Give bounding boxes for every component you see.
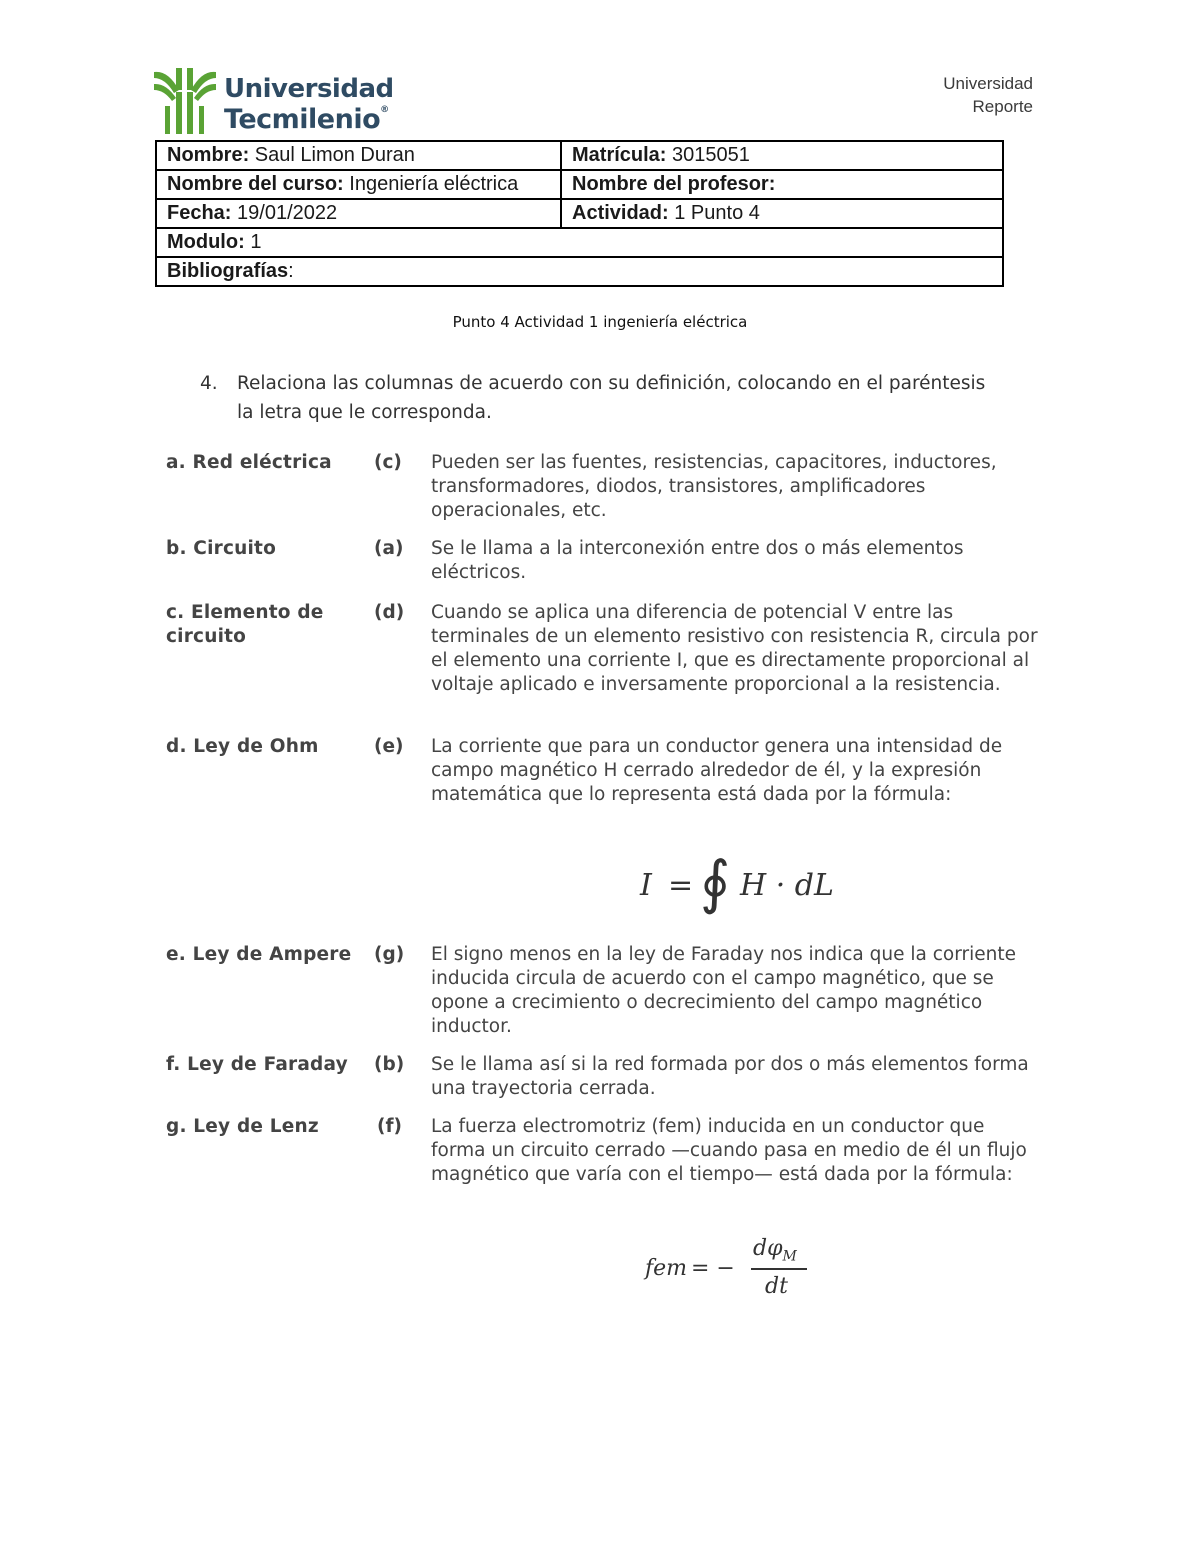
formula-fem (645, 1236, 825, 1302)
formula-ampere-rhs: H · dL (740, 868, 834, 903)
modulo-label: Modulo: (167, 231, 245, 253)
logo-line2: Tecmilenio (224, 104, 381, 135)
row-term: d. Ley de Ohm (166, 736, 319, 757)
modulo-value: 1 (250, 231, 262, 253)
header-right-line1: Universidad (943, 74, 1033, 93)
student-info-table (155, 140, 1004, 287)
matricula-label: Matrícula: (572, 144, 667, 166)
formula-fem-num: dφ (753, 1236, 783, 1261)
logo-line1: Universidad (224, 74, 394, 104)
registered-icon: ® (380, 105, 389, 115)
question-text: Relaciona las columnas de acuerdo con su definición, colocando en el paréntesis la letra que le corresponda. (237, 373, 986, 423)
formula-fem-sub: M (782, 1248, 797, 1265)
curso-value: Ingeniería eléctrica (349, 173, 519, 195)
question-4 (200, 369, 1000, 427)
row-term: e. Ley de Ampere (166, 944, 352, 965)
integral-icon: ∮ (700, 848, 731, 916)
row-definition: Cuando se aplica una diferencia de potencial V entre las terminales de un elemento resistivo con resistencia R, circula por el elemento una corriente I, que es directamente proporcional al voltaje aplicado e inversamente proporcional a la resistencia. (431, 602, 1038, 695)
row-definition: Se le llama a la interconexión entre dos o más elementos eléctricos. (431, 538, 964, 583)
nombre-value: Saul Limon Duran (254, 144, 415, 166)
tecmilenio-tree-icon (152, 66, 218, 136)
profesor-cell (561, 170, 1003, 199)
row-answer: (b) (374, 1054, 405, 1075)
fecha-cell (156, 199, 561, 228)
actividad-value: 1 Punto 4 (674, 202, 760, 224)
row-definition: El signo menos en la ley de Faraday nos indica que la corriente inducida circula de acuerdo con el campo magnético, que se opone a crecimiento o decrecimiento del campo magnético inductor. (431, 944, 1016, 1037)
actividad-cell (561, 199, 1003, 228)
nombre-label: Nombre: (167, 144, 250, 166)
row-term: c. Elemento de circuito (166, 602, 324, 647)
nombre-cell (156, 141, 561, 170)
curso-cell (156, 170, 561, 199)
university-logo (152, 66, 402, 138)
modulo-cell (156, 228, 1003, 257)
bibliografias-value: : (288, 260, 294, 282)
row-definition: Pueden ser las fuentes, resistencias, capacitores, inductores, transformadores, diodos, transistores, amplificadores operacionales, etc. (431, 452, 997, 521)
fecha-value: 19/01/2022 (237, 202, 338, 224)
actividad-label: Actividad: (572, 202, 669, 224)
formula-ampere-eq: = (668, 868, 694, 903)
document-caption: Punto 4 Actividad 1 ingeniería eléctrica (452, 313, 748, 331)
row-term: a. Red eléctrica (166, 452, 332, 473)
matricula-cell (561, 141, 1003, 170)
row-definition: Se le llama así si la red formada por dos o más elementos forma una trayectoria cerrada. (431, 1054, 1029, 1099)
bibliografias-cell (156, 257, 1003, 286)
row-answer: (f) (377, 1116, 402, 1137)
header-right-line2: Reporte (972, 97, 1033, 116)
formula-fem-eq: = − (691, 1256, 735, 1281)
formula-fem-den: dt (765, 1274, 788, 1299)
formula-fem-lhs: fem (645, 1256, 688, 1281)
fraction-bar (751, 1268, 807, 1270)
formula-ampere-lhs: I (640, 868, 652, 903)
fecha-label: Fecha: (167, 202, 232, 224)
profesor-label: Nombre del profesor: (572, 173, 776, 195)
header-right (943, 72, 1033, 118)
row-term: g. Ley de Lenz (166, 1116, 319, 1137)
row-answer: (c) (374, 452, 402, 473)
row-answer: (g) (374, 944, 405, 965)
matricula-value: 3015051 (672, 144, 750, 166)
row-answer: (d) (374, 602, 405, 623)
row-definition: La fuerza electromotriz (fem) inducida en un conductor que forma un circuito cerrado —cuando pasa en medio de él un flujo magnético que varía con el tiempo— está dada por la fórmula: (431, 1116, 1027, 1185)
row-term: f. Ley de Faraday (166, 1054, 348, 1075)
question-number: 4. (200, 373, 218, 394)
row-answer: (a) (374, 538, 404, 559)
row-term: b. Circuito (166, 538, 276, 559)
row-answer: (e) (374, 736, 404, 757)
bibliografias-label: Bibliografías (167, 260, 289, 282)
curso-label: Nombre del curso: (167, 173, 344, 195)
row-definition: La corriente que para un conductor genera una intensidad de campo magnético H cerrado alrededor de él, y la expresión matemática que lo representa está dada por la fórmula: (431, 736, 1003, 805)
